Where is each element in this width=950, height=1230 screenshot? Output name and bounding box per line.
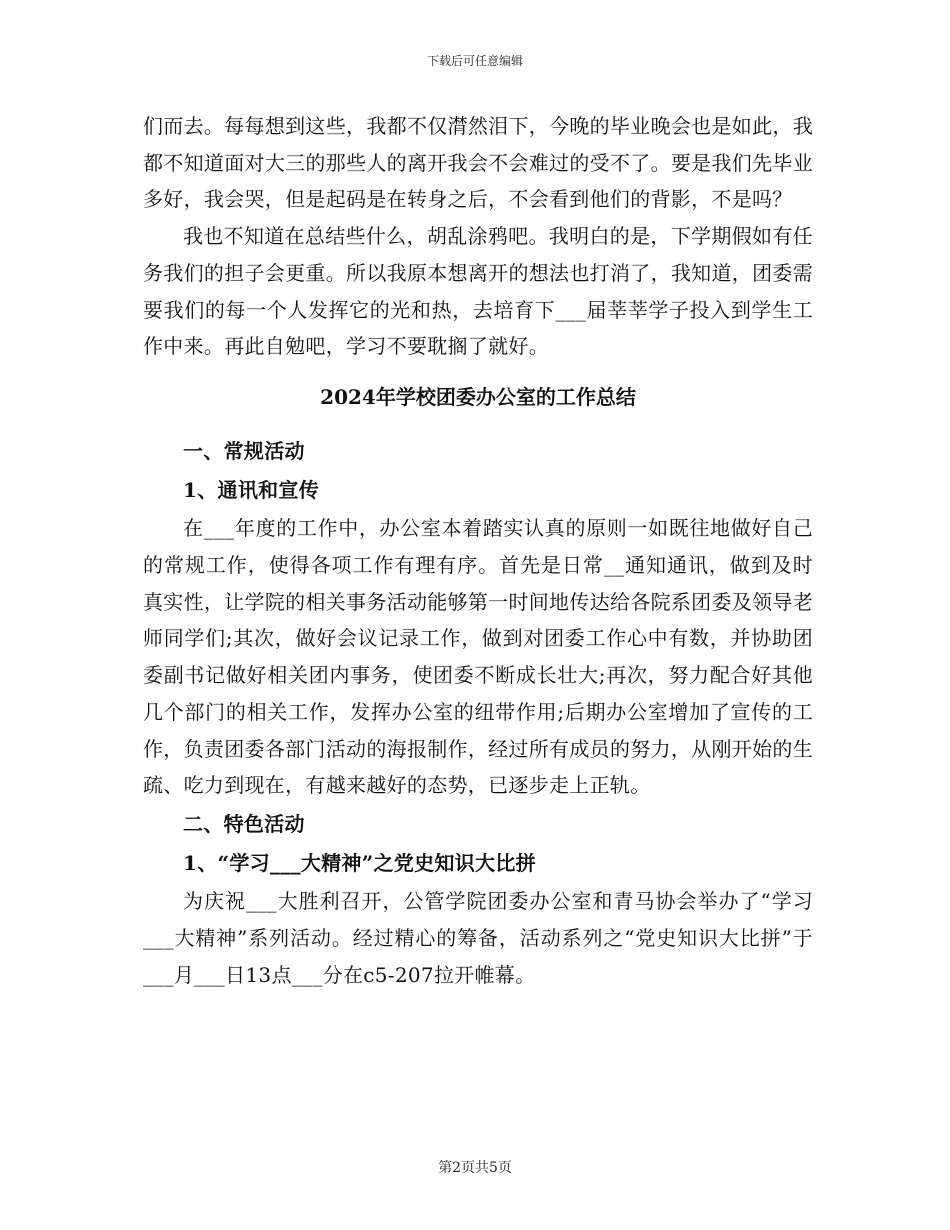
section-heading: 一、常规活动 <box>183 438 305 463</box>
document-body <box>143 108 813 993</box>
document-title: 2024年学校团委办公室的工作总结 <box>320 384 636 409</box>
paragraph: 在___年度的工作中，办公室本着踏实认真的原则一如既往地做好自己的常规工作，使得各项工作有理有序。首先是日常__通知通讯，做到及时真实性，让学院的相关事务活动能够第一时间地传达给各院系团委及领导老师同学们;其次，做好会议记录工作，做到对团委工作心中有数，并协助团委副书记做好相关团内事务，使团委不断成长壮大;再次，努力配合好其他几个部门的相关工作，发挥办公室的纽带作用;后期办公室增加了宣传的工作，负责团委各部门活动的海报制作，经过所有成员的努力，从刚开始的生疏、吃力到现在，有越来越好的态势，已逐步走上正轨。 <box>143 516 813 798</box>
paragraph: 为庆祝___大胜利召开，公管学院团委办公室和青马协会举办了“学习___大精神”系列活动。经过精心的筹备，活动系列之“党史知识大比拼”于___月___日13点___分在c5-207拉开帷幕。 <box>143 889 813 987</box>
paragraph: 我也不知道在总结些什么，胡乱涂鸦吧。我明白的是，下学期假如有任务我们的担子会更重。所以我原本想离开的想法也打消了，我知道，团委需要我们的每一个人发挥它的光和热，去培育下___届莘莘学子投入到学生工作中来。再此自勉吧，学习不要耽搁了就好。 <box>143 224 813 359</box>
paragraph: 们而去。每每想到这些，我都不仅潸然泪下，今晚的毕业晚会也是如此，我都不知道面对大三的那些人的离开我会不会难过的受不了。要是我们先毕业多好，我会哭，但是起码是在转身之后，不会看到他们的背影，不是吗？ <box>143 114 813 212</box>
subsection-heading: 1、“学习___大精神”之党史知识大比拼 <box>183 850 536 875</box>
section-heading: 二、特色活动 <box>183 811 305 836</box>
page-footer: 第2页共5页 <box>438 1160 512 1176</box>
subsection-heading: 1、通讯和宣传 <box>183 477 320 502</box>
page-header: 下载后可任意编辑 <box>426 54 523 68</box>
